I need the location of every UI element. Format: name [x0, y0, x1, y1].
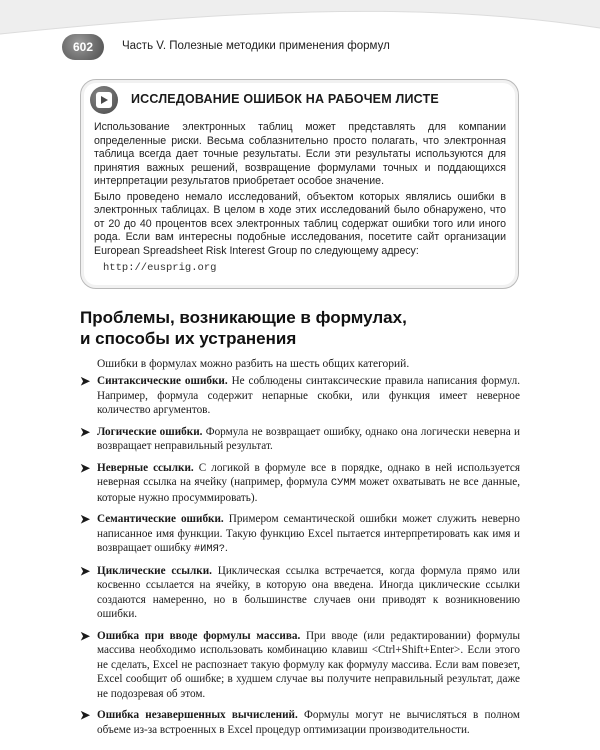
item-term: Неверные ссылки. — [97, 461, 194, 474]
item-text: Примером семантической ошибки может служить неверно написанное имя функции. Такую функцию Excel пытается интерпретировать как имя и возвращает ошибку — [97, 513, 520, 554]
bullet-icon: ➤ — [80, 424, 91, 439]
bullet-icon: ➤ — [80, 563, 91, 578]
list-item — [80, 708, 520, 737]
intro-text: Ошибки в формулах можно разбить на шесть общих категорий. — [97, 358, 410, 370]
running-head: Часть V. Полезные методики применения формул — [122, 40, 390, 52]
list-item — [80, 425, 520, 454]
item-text: С логикой в формуле все в порядке, однако в ней используется неверная ссылка на ячейку (например, формула — [97, 461, 520, 488]
note-title: ИССЛЕДОВАНИЕ ОШИБОК НА РАБОЧЕМ ЛИСТЕ — [131, 92, 439, 106]
item-term: Ошибка при вводе формулы массива. — [97, 629, 301, 642]
note-body — [94, 121, 506, 260]
bullet-icon: ➤ — [80, 512, 91, 526]
section-title-line: и способы их устранения — [80, 329, 297, 348]
item-term: Циклические ссылки. — [97, 564, 212, 577]
bullet-icon: ➤ — [80, 708, 91, 722]
item-term: Ошибка незавершенных вычислений. — [97, 709, 298, 721]
item-text: Формулы могут не вычисляться в полном объеме из-за встроенных в Excel процедур оптимизации производительности. — [97, 709, 521, 736]
item-text: . — [225, 542, 228, 554]
bullet-icon: ➤ — [80, 628, 91, 643]
item-code: #ИМЯ? — [193, 543, 226, 555]
item-text: может охватывать не все данные, которые нужно просуммировать). — [97, 476, 521, 504]
list-item — [80, 564, 520, 622]
list-item — [80, 629, 520, 702]
item-text: При вводе (или редактировании) формулы массива необходимо использовать комбинацию клавиш <Ctrl+Shift+Enter>. Если этого не сделать, Excel не распознает такую формулу как формулу массива. Если вам повезет, Excel сообщит об ошибке; в худшем случае вы получите неправильный результат, даже не подозревая об этом. — [97, 629, 520, 700]
error-category-list — [80, 374, 520, 744]
list-item — [80, 374, 520, 418]
list-item — [80, 461, 520, 506]
bullet-icon: ➤ — [80, 460, 91, 475]
item-text: Формула не возвращает ошибку, однако она логически неверна и возвращает неправильный результат. — [97, 425, 520, 452]
item-text: Не соблюдены синтаксические правила написания формул. Например, формула содержит непарные скобки, или функция имеет неверное количество аргументов. — [97, 375, 520, 416]
bullet-icon: ➤ — [80, 374, 91, 388]
item-text: Циклическая ссылка встречается, когда формула прямо или косвенно ссылается на ячейку, в которую она введена. Иногда циклические ссылки создаются намеренно, но в большинстве случаев они приводят к возникновению ошибки. — [97, 564, 520, 620]
item-term: Семантические ошибки. — [97, 513, 224, 525]
play-icon — [90, 86, 118, 114]
list-item — [80, 512, 520, 557]
note-url: http://eusprig.org — [103, 262, 217, 274]
note-paragraph: Использование электронных таблиц может представлять для компании определенные риски. Весьма соблазнительно просто полагать, что электронная таблица всегда дает точные результаты. Если эти результаты используются для принятия важных решений, возвращение формулами точных и поддающихся интерпретации результатов приобретает особое значение. — [94, 121, 506, 187]
item-term: Логические ошибки. — [97, 425, 203, 438]
item-code: СУММ — [330, 477, 356, 489]
page-number: 602 — [62, 34, 104, 60]
item-term: Синтаксические ошибки. — [97, 375, 228, 387]
section-title — [80, 307, 520, 349]
note-paragraph: Было проведено немало исследований, объектом которых являлись ошибки в электронных таблицах. В целом в ходе этих исследований было обнаружено, что от 20 до 40 процентов всех электронных таблиц содержат ошибки того или иного рода. Если вам интересны подобные исследования, посетите сайт организации European Spreadsheet Risk Interest Group по следующему адресу: — [94, 190, 506, 257]
section-title-line: Проблемы, возникающие в формулах, — [80, 308, 407, 327]
